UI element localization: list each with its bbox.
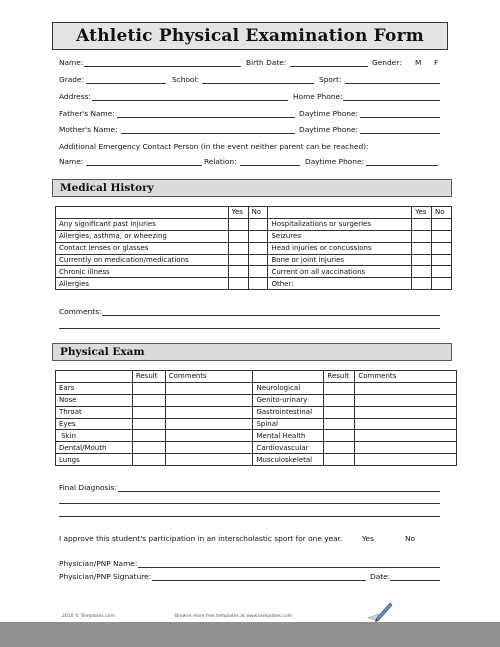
physician-name-label: Physician/PNP Name: xyxy=(59,559,138,568)
result-cell[interactable] xyxy=(132,394,165,406)
exam-item-label: Genito-urinary xyxy=(253,394,324,406)
result-cell[interactable] xyxy=(132,406,165,418)
no-cell[interactable] xyxy=(248,242,268,254)
no-cell[interactable] xyxy=(432,278,452,290)
yes-cell[interactable] xyxy=(228,278,248,290)
fathers-name-label: Father's Name: xyxy=(59,109,115,118)
comments-cell[interactable] xyxy=(355,442,457,454)
footer-copyright: 2010 © Templates.com xyxy=(62,614,115,619)
approval-no-option[interactable]: No xyxy=(405,534,416,543)
form-title-box xyxy=(52,22,448,50)
no-cell[interactable] xyxy=(248,230,268,242)
medical-history-table xyxy=(55,206,452,290)
table-row xyxy=(56,207,452,219)
grade-field[interactable] xyxy=(86,83,166,84)
yes-cell[interactable] xyxy=(412,278,432,290)
footer-bar xyxy=(0,622,500,647)
yes-cell[interactable] xyxy=(228,230,248,242)
physician-signature-field[interactable] xyxy=(152,580,366,581)
comments-cell[interactable] xyxy=(165,382,253,394)
comments-cell[interactable] xyxy=(355,394,457,406)
mothers-name-label: Mother's Name: xyxy=(59,125,118,134)
physical-exam-title: Physical Exam xyxy=(60,346,145,358)
result-cell[interactable] xyxy=(324,454,355,466)
exam-item-label: Lungs xyxy=(56,454,133,466)
grade-label: Grade: xyxy=(59,75,85,84)
table-row xyxy=(56,406,457,418)
relation-field[interactable] xyxy=(240,165,300,166)
comments-cell[interactable] xyxy=(165,406,253,418)
comments-column-header: Comments xyxy=(355,371,457,383)
header-blank xyxy=(268,207,412,219)
form-title: Athletic Physical Examination Form xyxy=(76,26,424,46)
exam-item-label: Gastrointestinal xyxy=(253,406,324,418)
table-row xyxy=(56,266,452,278)
relation-label: Relation: xyxy=(204,157,237,166)
comments-cell[interactable] xyxy=(355,382,457,394)
medical-history-header xyxy=(52,179,452,197)
birth-date-field[interactable] xyxy=(290,66,368,67)
comments-cell[interactable] xyxy=(165,454,253,466)
condition-label: Hospitalizations or surgeries xyxy=(268,218,412,230)
result-cell[interactable] xyxy=(324,382,355,394)
no-cell[interactable] xyxy=(248,254,268,266)
exam-item-label: Throat xyxy=(56,406,133,418)
exam-item-label: Skin xyxy=(56,430,133,442)
mother-daytime-phone-field[interactable] xyxy=(360,133,440,134)
fathers-name-field[interactable] xyxy=(117,117,295,118)
yes-cell[interactable] xyxy=(412,266,432,278)
result-cell[interactable] xyxy=(132,430,165,442)
exam-item-label: Cardiovascular xyxy=(253,442,324,454)
yes-column-header: Yes xyxy=(412,207,432,219)
address-field[interactable] xyxy=(92,100,288,101)
no-cell[interactable] xyxy=(432,254,452,266)
table-row xyxy=(56,418,457,430)
exam-item-label: Musculoskeletal xyxy=(253,454,324,466)
school-field[interactable] xyxy=(202,83,314,84)
condition-label: Allergies xyxy=(56,278,229,290)
no-cell[interactable] xyxy=(248,266,268,278)
result-cell[interactable] xyxy=(324,442,355,454)
result-cell[interactable] xyxy=(324,406,355,418)
result-cell[interactable] xyxy=(132,442,165,454)
final-diagnosis-label: Final Diagnosis: xyxy=(59,483,117,492)
table-row xyxy=(56,442,457,454)
no-cell[interactable] xyxy=(432,242,452,254)
name-field[interactable] xyxy=(84,66,241,67)
table-row xyxy=(56,454,457,466)
table-row xyxy=(56,230,452,242)
comments-cell[interactable] xyxy=(165,394,253,406)
yes-cell[interactable] xyxy=(412,218,432,230)
mother-daytime-phone-label: Daytime Phone: xyxy=(299,125,359,134)
yes-cell[interactable] xyxy=(412,254,432,266)
result-cell[interactable] xyxy=(132,454,165,466)
birth-date-label: Birth Date: xyxy=(246,58,287,67)
result-column-header: Result xyxy=(324,371,355,383)
exam-item-label: Neurological xyxy=(253,382,324,394)
exam-item-label: Eyes xyxy=(56,418,133,430)
condition-label: Seizures xyxy=(268,230,412,242)
home-phone-label: Home Phone: xyxy=(293,92,343,101)
yes-cell[interactable] xyxy=(228,242,248,254)
exam-item-label: Nose xyxy=(56,394,133,406)
no-cell[interactable] xyxy=(432,266,452,278)
condition-label: Currently on medication/medications xyxy=(56,254,229,266)
final-diagnosis-field-2[interactable] xyxy=(59,503,440,504)
mothers-name-field[interactable] xyxy=(121,133,295,134)
gender-label: Gender: xyxy=(372,58,402,67)
result-cell[interactable] xyxy=(324,394,355,406)
table-row xyxy=(56,430,457,442)
result-cell[interactable] xyxy=(132,382,165,394)
emergency-name-label: Name: xyxy=(59,157,84,166)
final-diagnosis-field[interactable] xyxy=(118,491,440,492)
comments-cell[interactable] xyxy=(165,442,253,454)
comments-column-header: Comments xyxy=(165,371,253,383)
sport-field[interactable] xyxy=(345,83,440,84)
no-cell[interactable] xyxy=(432,218,452,230)
condition-label: Other: xyxy=(268,278,412,290)
exam-item-label: Spinal xyxy=(253,418,324,430)
medical-comments-label: Comments: xyxy=(59,307,102,316)
result-column-header: Result xyxy=(132,371,165,383)
emergency-daytime-phone-label: Daytime Phone: xyxy=(305,157,365,166)
table-row xyxy=(56,382,457,394)
condition-label: Allergies, asthma, or wheezing xyxy=(56,230,229,242)
yes-cell[interactable] xyxy=(228,266,248,278)
yes-cell[interactable] xyxy=(228,254,248,266)
table-row xyxy=(56,242,452,254)
header-blank xyxy=(253,371,324,383)
comments-cell[interactable] xyxy=(355,406,457,418)
sport-label: Sport: xyxy=(319,75,342,84)
result-cell[interactable] xyxy=(324,430,355,442)
name-label: Name: xyxy=(59,58,84,67)
yes-cell[interactable] xyxy=(412,242,432,254)
condition-label: Bone or joint injuries xyxy=(268,254,412,266)
condition-label: Any significant past injuries xyxy=(56,218,229,230)
exam-item-label: Mental Health xyxy=(253,430,324,442)
physician-signature-label: Physician/PNP Signature: xyxy=(59,572,152,581)
table-row xyxy=(56,254,452,266)
comments-cell[interactable] xyxy=(355,454,457,466)
emergency-daytime-phone-field[interactable] xyxy=(366,165,438,166)
no-cell[interactable] xyxy=(248,278,268,290)
comments-cell[interactable] xyxy=(165,430,253,442)
no-column-header: No xyxy=(248,207,268,219)
yes-column-header: Yes xyxy=(228,207,248,219)
table-row xyxy=(56,278,452,290)
pen-logo-icon xyxy=(366,600,394,624)
no-cell[interactable] xyxy=(248,218,268,230)
yes-cell[interactable] xyxy=(412,230,432,242)
table-row xyxy=(56,218,452,230)
school-label: School: xyxy=(172,75,200,84)
home-phone-field[interactable] xyxy=(343,100,440,101)
medical-comments-field[interactable] xyxy=(102,315,440,316)
emergency-name-field[interactable] xyxy=(86,165,202,166)
physical-exam-header xyxy=(52,343,452,361)
emergency-contact-heading: Additional Emergency Contact Person (in the event neither parent can be reached): xyxy=(59,142,369,151)
date-label: Date: xyxy=(370,572,391,581)
comments-cell[interactable] xyxy=(165,418,253,430)
header-blank xyxy=(56,371,133,383)
approval-statement: I approve this student's participation in an interscholastic sport for one year. xyxy=(59,534,343,543)
exam-item-label: Ears xyxy=(56,382,133,394)
approval-yes-option[interactable]: Yes xyxy=(362,534,374,543)
comments-cell[interactable] xyxy=(355,430,457,442)
exam-item-label: Dental/Mouth xyxy=(56,442,133,454)
final-diagnosis-field-3[interactable] xyxy=(59,516,440,517)
father-daytime-phone-field[interactable] xyxy=(360,117,440,118)
no-column-header: No xyxy=(432,207,452,219)
gender-f-option[interactable]: F xyxy=(434,58,439,67)
gender-m-option[interactable]: M xyxy=(415,58,422,67)
table-row xyxy=(56,394,457,406)
physician-name-field[interactable] xyxy=(138,567,440,568)
result-cell[interactable] xyxy=(132,418,165,430)
no-cell[interactable] xyxy=(432,230,452,242)
physical-exam-table xyxy=(55,370,457,466)
medical-comments-field-2[interactable] xyxy=(59,328,440,329)
header-blank xyxy=(56,207,229,219)
father-daytime-phone-label: Daytime Phone: xyxy=(299,109,359,118)
result-cell[interactable] xyxy=(324,418,355,430)
condition-label: Contact lenses or glasses xyxy=(56,242,229,254)
yes-cell[interactable] xyxy=(228,218,248,230)
medical-history-title: Medical History xyxy=(60,182,154,194)
condition-label: Chronic illness xyxy=(56,266,229,278)
footer-note[interactable]: Browse more free templates at www.templates.com xyxy=(175,614,293,619)
date-field[interactable] xyxy=(390,580,440,581)
address-label: Address: xyxy=(59,92,91,101)
comments-cell[interactable] xyxy=(355,418,457,430)
condition-label: Current on all vaccinations xyxy=(268,266,412,278)
table-row xyxy=(56,371,457,383)
condition-label: Head injuries or concussions xyxy=(268,242,412,254)
